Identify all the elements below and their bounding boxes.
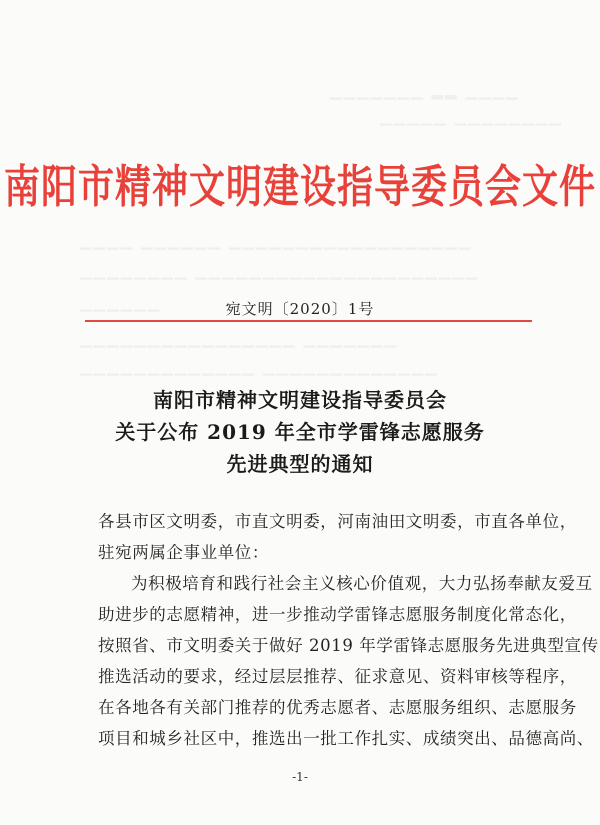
bleed-through: ▁▁▁▁ ▁▁▁▁▁▁ ▁▁▁▁▁▁▁▁▁▁▁▁▁▁▁▁▁▁ [80, 232, 473, 250]
bleed-through: ▁▁▁▁▁▁▁ ▂▂ ▁▁▁▁ [330, 82, 520, 100]
body-paragraph-line: 推选活动的要求，经过层层推荐、征求意见、资料审核等程序， [98, 667, 577, 686]
red-divider-line [85, 320, 532, 322]
body-paragraph-line: 项目和城乡社区中，推选出一批工作扎实、成绩突出、品德高尚、 [98, 729, 594, 748]
document-header: 南阳市精神文明建设指导委员会文件 [3, 160, 596, 214]
page-number: -1- [292, 770, 308, 784]
bleed-through: ▁▁▁▁▁▁ [80, 294, 162, 312]
addressee-line: 驻宛两属企事业单位： [98, 543, 269, 562]
bleed-through: ▁▁▁▁▁▁▁▁▁▁▁▁▁▁▁▁ ▁▁▁▁▁▁▁ [80, 330, 399, 348]
addressee-line: 各县市区文明委，市直文明委，河南油田文明委，市直各单位， [98, 512, 577, 531]
body-paragraph-line: 助进步的志愿精神，进一步推动学雷锋志愿服务制度化常态化， [98, 605, 577, 624]
body-paragraph-line: 为积极培育和践行社会主义核心价值观，大力弘扬奉献友爱互 [131, 574, 593, 593]
notice-title-line: 关于公布 2019 年全市学雷锋志愿服务 [115, 420, 485, 444]
notice-title-line: 先进典型的通知 [226, 452, 374, 476]
body-paragraph-line: 在各地各有关部门推荐的优秀志愿者、志愿服务组织、志愿服务 [98, 698, 577, 717]
bleed-through: ▁▁▁▁▁ ▁▁▁▁▁▁▁▁ [380, 108, 563, 126]
document-number: 宛文明〔2020〕1号 [225, 300, 375, 318]
bleed-through: ▁▁▁▁▁▁▁▁ ▁▁▁▁▁▁▁▁▁▁▁▁▁▁▁▁▁▁▁▁▁ [80, 262, 480, 280]
bleed-through: ▁▁▁▁▁▁▁▁▁▁▁▁▁ ▁▁▁▁▁▁▁▁▁▁▁▁▁ [80, 358, 439, 376]
body-paragraph-line: 按照省、市文明委关于做好 2019 年学雷锋志愿服务先进典型宣传 [98, 636, 599, 655]
notice-title-line: 南阳市精神文明建设指导委员会 [153, 388, 447, 412]
